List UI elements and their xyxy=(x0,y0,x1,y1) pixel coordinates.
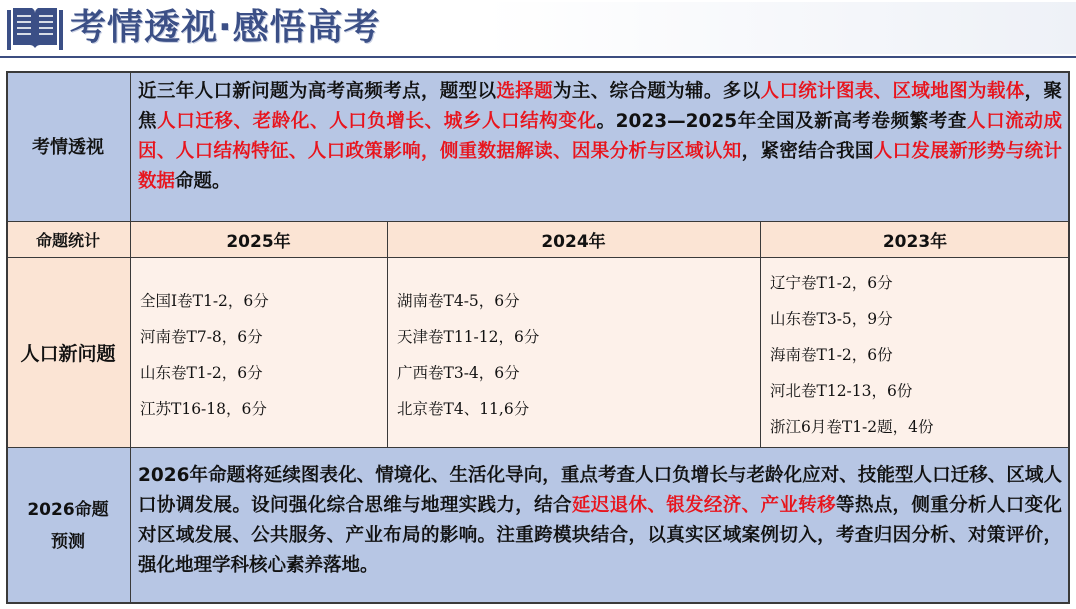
list-item: 辽宁卷T1-2，6分 xyxy=(770,274,893,292)
emphasis-text: 选择题 xyxy=(496,81,553,102)
exam-overview-paragraph xyxy=(130,71,1070,221)
emphasis-text: 人口流动成因、人口结构特征、人口政策影响，侧重数据解读、因果分析与区域认知 xyxy=(138,111,1062,162)
banner-rule xyxy=(0,56,1076,58)
row-label-2026-forecast xyxy=(6,447,130,604)
body-text: 等热点，侧重分析人口变化对区域发展、公共服务、产业布局的影响。注重跨模块结合，以真实区域案例切入，考查归因分析、对策评价，强化地理学科核心素养落地。 xyxy=(138,495,1062,576)
page-title: 考情透视·感悟高考 xyxy=(70,7,381,48)
row-label-question-stats: 命题统计 xyxy=(6,221,130,257)
papers-2023-list xyxy=(760,257,1070,447)
row-label-population-issues: 人口新问题 xyxy=(6,257,130,447)
row-divider xyxy=(6,257,1070,258)
body-text: 命题。 xyxy=(175,171,231,192)
body-text: ，紧密结合我国 xyxy=(741,141,874,162)
column-divider xyxy=(387,221,388,447)
body-text: 。2023—2025年全国及新高考卷频繁考查 xyxy=(596,111,968,132)
papers-2024-list xyxy=(387,257,760,447)
row-label-exam-overview: 考情透视 xyxy=(6,71,130,221)
emphasis-text: 人口迁移、老龄化、人口负增长、城乡人口结构变化 xyxy=(157,111,597,132)
row-divider xyxy=(6,221,1070,222)
list-item: 河南卷T7-8，6分 xyxy=(140,328,263,346)
list-item: 海南卷T1-2，6份 xyxy=(770,346,893,364)
body-text: 为主、综合题为辅。多以 xyxy=(553,81,761,102)
list-item: 江苏T16-18，6分 xyxy=(140,400,267,418)
body-text: 近三年人口新问题为高考高频考点，题型以 xyxy=(138,81,497,102)
table-border-right xyxy=(1068,71,1070,604)
exam-analysis-table xyxy=(6,71,1070,604)
list-item: 北京卷T4、11,6分 xyxy=(397,400,530,418)
list-item: 山东卷T1-2，6分 xyxy=(140,364,263,382)
emphasis-text: 延迟退休、银发经济、产业转移 xyxy=(571,495,836,516)
papers-2025-list xyxy=(130,257,387,447)
list-item: 广西卷T3-4，6分 xyxy=(397,364,520,382)
list-item: 天津卷T11-12，6分 xyxy=(397,328,540,346)
list-item: 全国Ⅰ卷T1-2，6分 xyxy=(140,292,269,310)
table-border-bottom xyxy=(6,602,1070,604)
row-divider xyxy=(6,447,1070,448)
header-banner xyxy=(0,0,1076,58)
body-text: 2026年命题将延续图表化、情境化、生活化导向，重点考查人口负增长与老龄化应对、技能型人口迁移、区域人口协调发展。设问强化综合思维与地理实践力，结合 xyxy=(138,465,1062,516)
emphasis-text: 人口发展新形势与统计数据 xyxy=(138,141,1062,192)
table-border-left xyxy=(6,71,8,604)
year-header-2025: 2025年 xyxy=(130,221,387,257)
column-divider xyxy=(760,221,761,447)
forecast-paragraph xyxy=(130,447,1070,604)
emphasis-text: 人口统计图表、区域地图为载体 xyxy=(760,81,1025,102)
list-item: 浙江6月卷T1-2题，4份 xyxy=(770,418,934,436)
forecast-label-line1: 2026命题 xyxy=(27,499,109,520)
body-text: ，聚焦 xyxy=(138,81,1062,132)
list-item: 山东卷T3-5，9分 xyxy=(770,310,893,328)
forecast-label-line2: 预测 xyxy=(51,531,85,552)
column-divider xyxy=(130,71,131,604)
year-header-2023: 2023年 xyxy=(760,221,1070,257)
list-item: 湖南卷T4-5，6分 xyxy=(397,292,520,310)
open-book-icon xyxy=(6,4,64,52)
list-item: 河北卷T12-13，6份 xyxy=(770,382,913,400)
table-border-top xyxy=(6,71,1070,73)
year-header-2024: 2024年 xyxy=(387,221,760,257)
